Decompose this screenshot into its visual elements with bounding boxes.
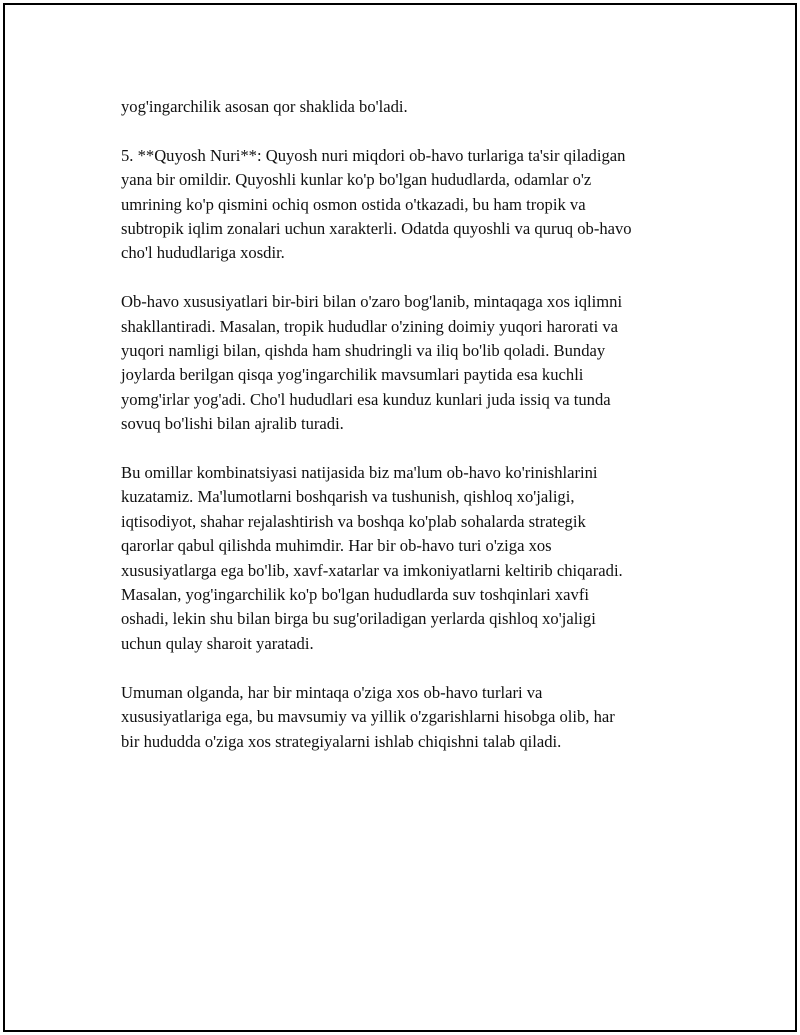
paragraph-continuation: yog'ingarchilik asosan qor shaklida bo'ladi.: [121, 97, 408, 116]
paragraph-weather-features: Ob-havo xususiyatlari bir-biri bilan o'zaro bog'lanib, mintaqaga xos iqlimni shakllantiradi. Masalan, tropik hududlar o'zining doimiy yuqori harorati va yuqori namligi bilan, qishda ham shudringli va iliq bo'lib qoladi. Bunday joylarda berilgan qisqa yog'ingarchilik mavsumlari paytida esa kuchli yomg'irlar yog'adi. Cho'l hududlari esa kunduz kunlari juda issiq va tunda sovuq bo'lishi bilan ajralib turadi.: [121, 292, 623, 434]
paragraph-factor-combination: Bu omillar kombinatsiyasi natijasida biz ma'lum ob-havo ko'rinishlarini kuzatamiz. Ma'lumotlarni boshqarish va tushunish, qishloq xo'jaligi, iqtisodiyot, shahar rejalashtirish va boshqa ko'plab sohalarda strategik qarorlar qabul qilishda muhimdir. Har bir ob-havo turi o'ziga xos xususiyatlarga ega bo'lib, xavf-xatarlar va imkoniyatlarni keltirib chiqaradi. Masalan, yog'ingarchilik ko'p bo'lgan hududlarda suv toshqinlari xavfi oshadi, lekin shu bilan birga bu sug'oriladigan yerlarda qishloq xo'jaligi uchun qulay sharoit yaratadi.: [121, 463, 623, 653]
paragraph-sunlight: 5. **Quyosh Nuri**: Quyosh nuri miqdori ob-havo turlariga ta'sir qiladigan yana bir omildir. Quyoshli kunlar ko'p bo'lgan hududlarda, odamlar o'z umrining ko'p qismini ochiq osmon ostida o'tkazadi, bu ham tropik va subtropik iqlim zonalari uchun xarakterli. Odatda quyoshli va quruq ob-havo cho'l hududlariga xosdir.: [121, 145, 632, 263]
document-page: [3, 3, 797, 1032]
document-body: [121, 95, 701, 778]
paragraph-conclusion: Umuman olganda, har bir mintaqa o'ziga xos ob-havo turlari va xususiyatlariga ega, bu mavsumiy va yillik o'zgarishlarni hisobga olib, har bir hududda o'ziga xos strategiyalarni ishlab chiqishni talab qiladi.: [121, 682, 615, 751]
